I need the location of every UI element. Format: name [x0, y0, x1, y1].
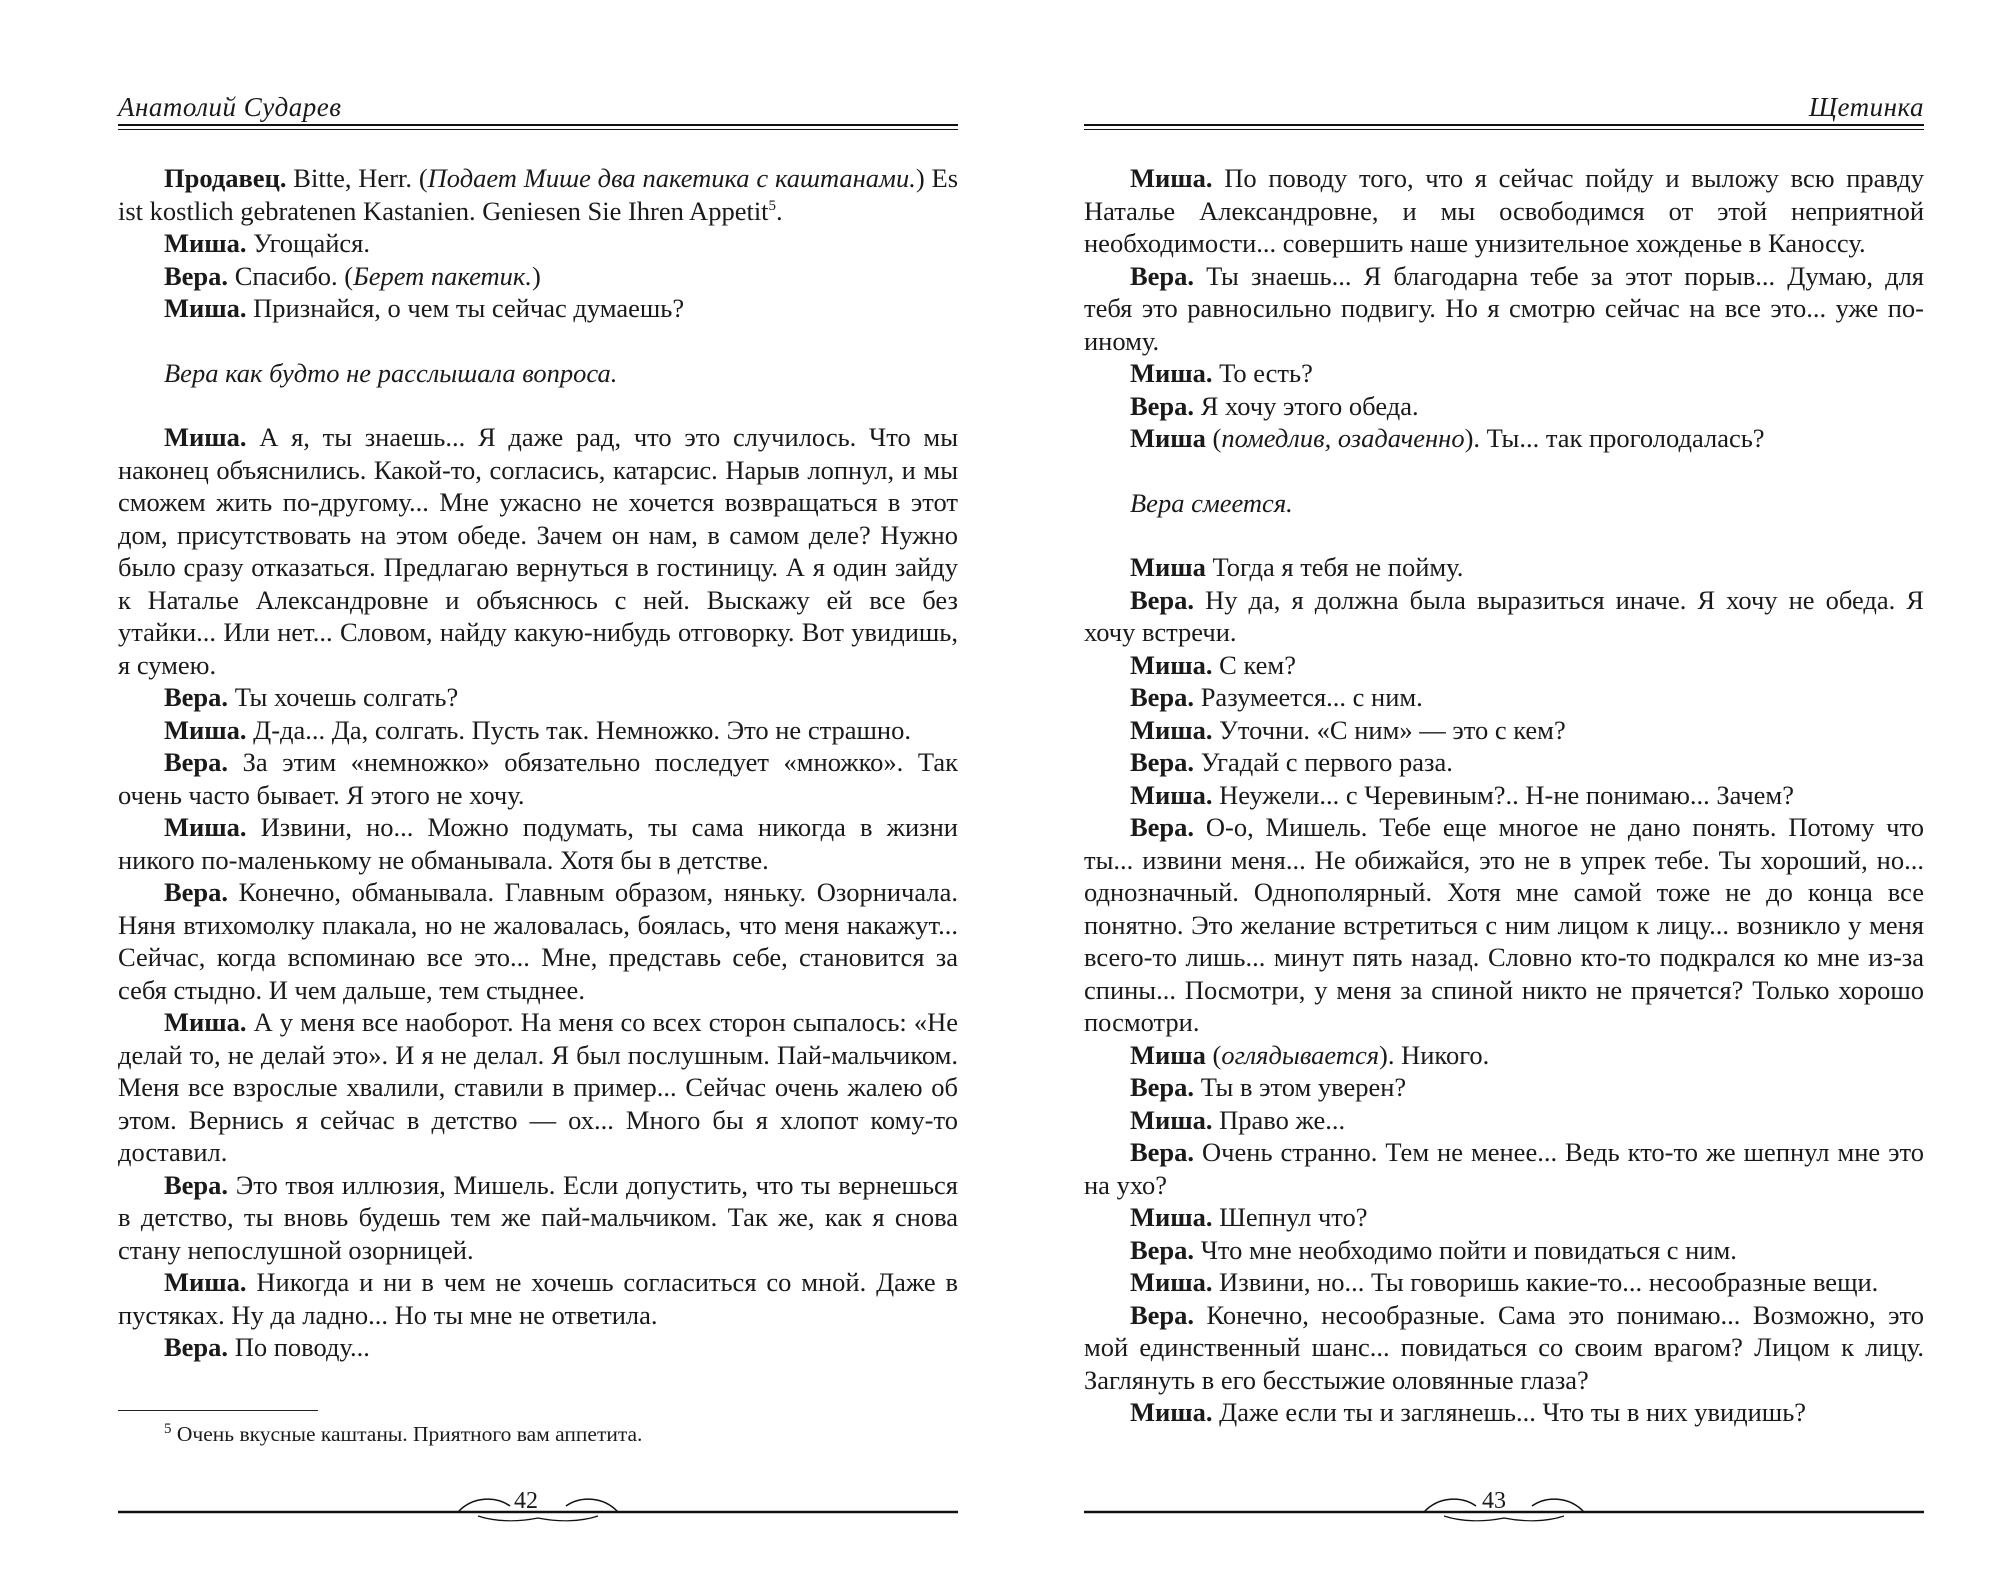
dialogue-line: [118, 227, 958, 260]
line-text: Ты знаешь... Я благодарна тебе за этот порыв... Думаю, для тебя это равносильно подвигу. Но я смотрю сейчас на все это... уже по-иному.: [1084, 260, 1924, 356]
left-page: [118, 0, 958, 1593]
speaker-name: Вера.: [1130, 747, 1195, 777]
speaker-name: Миша: [1130, 1039, 1206, 1070]
line-text: Что мне необходимо пойти и повидаться с ним.: [1194, 1234, 1737, 1265]
line-text: Даже если ты и заглянешь... Что ты в них увидишь?: [1212, 1397, 1807, 1427]
dialogue-line: [1084, 1136, 1924, 1201]
dialogue-line: [1084, 422, 1924, 455]
speaker-name: Продавец.: [164, 163, 287, 193]
line-text: Никогда и ни в чем не хочешь согласиться со мной. Даже в пустяках. Ну да ладно... Но ты мне не ответила.: [118, 1267, 958, 1330]
dialogue-line: [118, 162, 958, 227]
page-number: 43: [1482, 1488, 1506, 1514]
line-text: Угадай с первого раза.: [1194, 747, 1453, 777]
line-text: Это твоя иллюзия, Мишель. Если допустить, что ты вернешься в детство, ты вновь будешь тем же пай-мальчиком. Так же, как я снова стану непослушной озорницей.: [118, 1169, 958, 1265]
dialogue-line: [118, 421, 958, 681]
footnote-text: Очень вкусные каштаны. Приятного вам аппетита.: [171, 1422, 643, 1446]
speaker-name: Вера.: [164, 1332, 229, 1362]
dialogue-line: [118, 1006, 958, 1169]
speaker-name: Вера.: [1130, 260, 1195, 291]
speaker-name: Миша: [1130, 423, 1206, 453]
line-text: Уточни. «С ним» — это с кем?: [1212, 714, 1566, 745]
dialogue-line: [118, 1331, 958, 1364]
dialogue-line: [1084, 1234, 1924, 1267]
dialogue-line: [1084, 260, 1924, 358]
dialogue-line: [118, 681, 958, 714]
dialogue-line: [1084, 1299, 1924, 1397]
speaker-name: Вера.: [1130, 812, 1195, 842]
line-text: Разумеется... с ним.: [1194, 682, 1423, 712]
stage-direction: Вера смеется.: [1130, 487, 1293, 518]
speaker-name: Вера.: [1130, 584, 1195, 615]
speaker-name: Миша.: [1130, 1104, 1213, 1135]
speaker-name: Миша.: [1130, 358, 1213, 388]
line-text: Ты в этом уверен?: [1194, 1072, 1407, 1102]
speaker-name: Миша.: [164, 293, 247, 323]
speaker-name: Вера.: [1130, 1299, 1195, 1330]
line-text: Конечно, несообразные. Сама это понимаю... Возможно, это мой единственный шанс... повидаться со своим врагом? Лицом к лицу. Заглянуть в его бесстыжие оловянные глаза?: [1084, 1299, 1924, 1395]
line-text: Конечно, обманывала. Главным образом, няньку. Озорничала. Няня втихомолку плакала, но не жаловалась, боялась, что меня накажут... Сейчас, когда вспоминаю все это... Мне, представь себе, становится за себя стыдно. И чем дальше, тем стыднее.: [118, 877, 958, 1005]
dialogue-line: [1084, 584, 1924, 649]
speaker-name: Миша.: [164, 714, 247, 745]
line-text: Неужели... с Черевиным?.. Н-не понимаю... Зачем?: [1212, 779, 1794, 810]
dialogue-line: [1084, 1104, 1924, 1137]
speaker-name: Миша.: [164, 1267, 247, 1297]
dialogue-line: [1084, 1396, 1924, 1429]
dialogue-line: [118, 260, 958, 293]
speaker-name: Миша.: [1130, 779, 1213, 810]
line-text: А у меня все наоборот. На меня со всех сторон сыпалось: «Не делай то, не делай это». И я не делал. Я был послушным. Пай-мальчиком. Меня все взрослые хвалили, ставили в пример... Сейчас очень жалею об этом. Вернись я сейчас в детство — ох... Много бы я хлопот кому-то доставил.: [118, 1007, 958, 1167]
line-text: .: [776, 195, 783, 226]
line-text: То есть?: [1212, 358, 1313, 388]
line-text: ). Ты... так проголодалась?: [1464, 423, 1765, 453]
line-text: Bitte, Herr. (: [286, 163, 428, 193]
speaker-name: Вера.: [1130, 1072, 1195, 1102]
footnote-rule: [118, 1410, 318, 1411]
dialogue-line: [118, 1169, 958, 1267]
line-text: ): [531, 260, 541, 291]
page-number: 42: [514, 1488, 538, 1514]
line-text: Ну да, я должна была выразиться иначе. Я хочу не обеда. Я хочу встречи.: [1084, 584, 1924, 647]
running-head-author: Анатолий Сударев: [118, 92, 342, 122]
speaker-name: Вера.: [164, 682, 229, 712]
speaker-name: Вера.: [164, 1169, 229, 1200]
line-text: Очень странно. Тем не менее... Ведь кто-то же шепнул мне это на ухо?: [1084, 1137, 1924, 1200]
line-text: Тогда я тебя не пойму.: [1205, 552, 1464, 582]
speaker-name: Вера.: [1130, 1137, 1195, 1167]
line-text: По поводу...: [228, 1332, 370, 1362]
speaker-name: Миша.: [1130, 1267, 1213, 1297]
dialogue-line: [118, 1266, 958, 1331]
dialogue-line: [118, 811, 958, 876]
speaker-name: Миша.: [1130, 649, 1213, 680]
dialogue-line: [118, 714, 958, 747]
dialogue-line: [118, 292, 958, 325]
dialogue-line: [118, 876, 958, 1006]
dialogue-line: [1084, 649, 1924, 682]
dialogue-line: [1084, 357, 1924, 390]
dialogue-line: [1084, 551, 1924, 584]
dialogue-line: [1084, 390, 1924, 423]
speaker-name: Миша.: [1130, 163, 1213, 193]
header-rule: [118, 124, 958, 126]
line-text: Право же...: [1212, 1104, 1346, 1135]
running-head-title: Щетинка: [1808, 92, 1924, 122]
dialogue-line: [1084, 746, 1924, 779]
inline-direction: Берет пакетик.: [353, 260, 532, 291]
dialogue-line: [1084, 714, 1924, 747]
line-text: А я, ты знаешь... Я даже рад, что это случилось. Что мы наконец объяснились. Какой-то, согласись, катарсис. Нарыв лопнул, и мы сможем жить по-другому... Мне ужасно не хочется возвращаться в этот дом, присутствовать на этом обеде. Зачем он нам, в самом деле? Нужно было сразу отказаться. Предлагаю вернуться в гостиницу. А я один зайду к Наталье Александровне и объяснюсь с ней. Выскажу ей все без утайки... Или нет... Словом, найду какую-нибудь отговорку. Вот увидишь, я сумею.: [118, 422, 958, 680]
line-text: Признайся, о чем ты сейчас думаешь?: [246, 293, 685, 323]
line-text: О-о, Мишель. Тебе еще многое не дано понять. Потому что ты... извини меня... Не обижайся, это не в упрек тебе. Ты хороший, но... однозначный. Однополярный. Хотя мне самой тоже не до конца все понятно. Это желание встретиться с ним лицом к лицу... возникло у меня всего-то лишь... минут пять назад. Словно кто-то подкрался ко мне из-за спины... Посмотри, у меня за спиной никто не прячется? Только хорошо посмотри.: [1084, 812, 1924, 1037]
line-text: (: [1205, 423, 1222, 453]
speaker-name: Вера.: [1130, 682, 1195, 712]
speaker-name: Миша.: [164, 812, 247, 842]
dialogue-line: [1084, 1039, 1924, 1072]
speaker-name: Миша.: [1130, 1202, 1213, 1232]
line-text: Я хочу этого обеда.: [1194, 390, 1419, 421]
dialogue-line: [1084, 162, 1924, 260]
dialogue-line: [1084, 681, 1924, 714]
line-text: За этим «немножко» обязательно последует «множко». Так очень часто бывает. Я этого не хочу.: [118, 747, 958, 810]
inline-direction: оглядывается: [1221, 1039, 1380, 1070]
stage-direction: Вера как будто не расслышала вопроса.: [164, 357, 618, 388]
inline-direction: помедлив, озадаченно: [1221, 423, 1465, 453]
line-text: Спасибо. (: [228, 260, 354, 291]
speaker-name: Миша.: [164, 228, 247, 258]
speaker-name: Вера.: [1130, 390, 1195, 421]
dialogue-line: [1084, 779, 1924, 812]
dialogue-text: [118, 162, 958, 1364]
speaker-name: Вера.: [164, 747, 229, 777]
line-text: ). Никого.: [1379, 1039, 1490, 1070]
footnote: [164, 1420, 642, 1448]
dialogue-line: [1084, 811, 1924, 1039]
dialogue-line: [1084, 1071, 1924, 1104]
line-text: ) Es ist kostlich gebratenen Kastanien. Geniesen Sie Ihren Appetit: [118, 163, 959, 226]
speaker-name: Вера.: [164, 260, 229, 291]
footnote-mark: 5: [164, 1420, 172, 1437]
line-text: Извини, но... Можно подумать, ты сама никогда в жизни никого по-маленькому не обманывала. Хотя бы в детстве.: [118, 812, 958, 875]
line-text: С кем?: [1212, 649, 1296, 680]
line-text: По поводу того, что я сейчас пойду и выложу всю правду Наталье Александровне, и мы освободимся от этой неприятной необходимости... совершить наше унизительное хожденье в Каноссу.: [1084, 163, 1924, 258]
speaker-name: Вера.: [1130, 1234, 1195, 1265]
line-text: Шепнул что?: [1212, 1202, 1368, 1232]
footnote-ref: 5: [768, 197, 777, 214]
speaker-name: Миша: [1130, 552, 1206, 582]
inline-direction: Подает Мише два пакетика с каштанами.: [427, 163, 916, 193]
right-page: [1084, 0, 1924, 1593]
speaker-name: Вера.: [164, 877, 229, 907]
dialogue-line: [118, 746, 958, 811]
speaker-name: Миша.: [164, 1007, 247, 1037]
speaker-name: Миша.: [1130, 714, 1213, 745]
dialogue-line: [1084, 1266, 1924, 1299]
line-text: (: [1205, 1039, 1222, 1070]
header-rule: [1084, 124, 1924, 126]
dialogue-line: [1084, 1201, 1924, 1234]
dialogue-text: [1084, 162, 1924, 1429]
line-text: Д-да... Да, солгать. Пусть так. Немножко. Это не страшно.: [246, 714, 911, 745]
speaker-name: Миша.: [1130, 1397, 1213, 1427]
line-text: Ты хочешь солгать?: [228, 682, 459, 712]
speaker-name: Миша.: [164, 422, 247, 452]
line-text: Извини, но... Ты говоришь какие-то... несообразные вещи.: [1212, 1267, 1879, 1297]
line-text: Угощайся.: [246, 228, 370, 258]
